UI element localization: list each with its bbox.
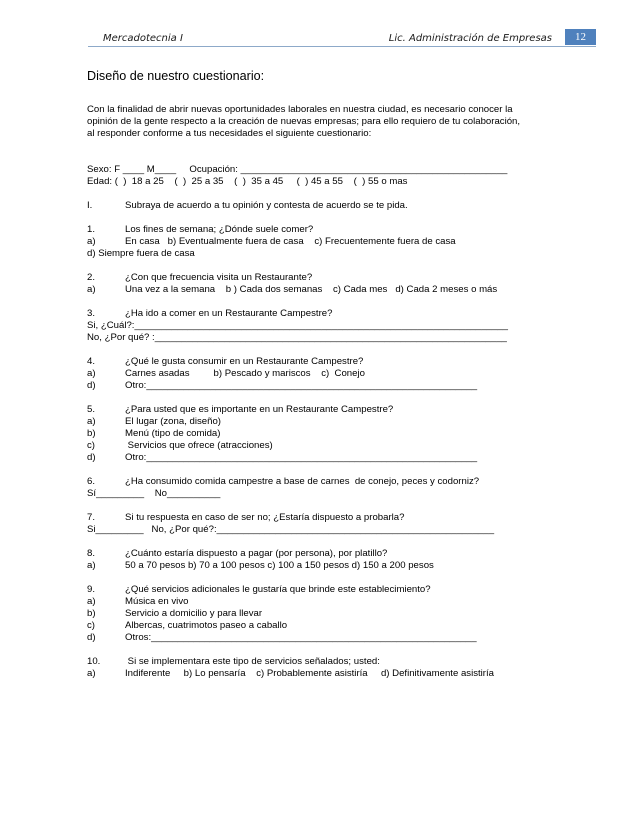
question-line bbox=[87, 656, 567, 668]
question-line bbox=[87, 272, 567, 284]
page-header bbox=[0, 0, 638, 46]
item-text: Si tu respuesta en caso de ser no; ¿Estaría dispuesto a probarla? bbox=[125, 512, 405, 523]
item-marker: 9. bbox=[87, 584, 96, 595]
question-line bbox=[87, 512, 567, 524]
spacer bbox=[87, 536, 567, 548]
answer-line bbox=[87, 236, 567, 248]
answer-line bbox=[87, 320, 567, 332]
item-marker: 8. bbox=[87, 548, 96, 559]
question-line bbox=[87, 548, 567, 560]
answer-line bbox=[87, 488, 567, 500]
spacer bbox=[87, 212, 567, 224]
item-marker: a) bbox=[87, 416, 96, 427]
item-marker: b) bbox=[87, 608, 96, 619]
spacer bbox=[87, 392, 567, 404]
demographics-block bbox=[87, 164, 567, 188]
question-line bbox=[87, 584, 567, 596]
spacer bbox=[87, 140, 567, 152]
question-block bbox=[87, 584, 567, 644]
item-text: ¿Ha ido a comer en un Restaurante Campestre? bbox=[125, 308, 333, 319]
item-text: El lugar (zona, diseño) bbox=[125, 416, 221, 427]
item-marker: a) bbox=[87, 236, 96, 247]
answer-line bbox=[87, 452, 567, 464]
question-line bbox=[87, 356, 567, 368]
answer-line bbox=[87, 284, 567, 296]
question-block bbox=[87, 356, 567, 392]
question-block bbox=[87, 224, 567, 260]
question-block bbox=[87, 512, 567, 536]
item-text: Menú (tipo de comida) bbox=[125, 428, 221, 439]
header-course: Mercadotecnia I bbox=[103, 33, 183, 44]
item-text: ¿Ha consumido comida campestre a base de carnes de conejo, peces y codorniz? bbox=[125, 476, 480, 487]
spacer bbox=[87, 260, 567, 272]
spacer bbox=[87, 644, 567, 656]
item-text: Otro:______________________________________________________________ bbox=[125, 380, 478, 391]
page-title: Diseño de nuestro cuestionario: bbox=[87, 69, 265, 83]
answer-line bbox=[87, 620, 567, 632]
spacer bbox=[87, 344, 567, 356]
item-marker: a) bbox=[87, 560, 96, 571]
spacer bbox=[87, 500, 567, 512]
item-marker: a) bbox=[87, 596, 96, 607]
item-text: No, ¿Por qué? :__________________________________________________________________ bbox=[87, 332, 507, 343]
item-text: ¿Para usted que es importante en un Restaurante Campestre? bbox=[125, 404, 394, 415]
question-line bbox=[87, 308, 567, 320]
answer-line bbox=[87, 248, 567, 260]
age-line: Edad: ( ) 18 a 25 ( ) 25 a 35 ( ) 35 a 45 ( ) 45 a 55 ( ) 55 o mas bbox=[87, 176, 408, 187]
spacer bbox=[87, 464, 567, 476]
item-text: 50 a 70 pesos b) 70 a 100 pesos c) 100 a 150 pesos d) 150 a 200 pesos bbox=[125, 560, 434, 571]
answer-line bbox=[87, 380, 567, 392]
answer-line bbox=[87, 668, 567, 680]
item-text: ¿Cuánto estaría dispuesto a pagar (por persona), por platillo? bbox=[125, 548, 388, 559]
section-text: Subraya de acuerdo a tu opinión y contesta de acuerdo se te pida. bbox=[125, 200, 408, 211]
item-marker: 4. bbox=[87, 356, 96, 367]
item-text: Indiferente b) Lo pensaría c) Probablemente asistiría d) Definitivamente asistiría bbox=[125, 668, 494, 679]
item-marker: d) bbox=[87, 380, 96, 391]
item-marker: c) bbox=[87, 620, 95, 631]
item-text: Música en vivo bbox=[125, 596, 189, 607]
sex-occupation-line: Sexo: F ____ M____ Ocupación: __________________________________________________ bbox=[87, 164, 508, 175]
item-marker: 2. bbox=[87, 272, 96, 283]
question-line bbox=[87, 476, 567, 488]
item-marker: d) bbox=[87, 632, 96, 643]
item-marker: 7. bbox=[87, 512, 96, 523]
item-marker: a) bbox=[87, 368, 96, 379]
item-text: Los fines de semana; ¿Dónde suele comer? bbox=[125, 224, 314, 235]
item-text: d) Siempre fuera de casa bbox=[87, 248, 195, 259]
item-marker: d) bbox=[87, 452, 96, 463]
header-rule bbox=[88, 46, 596, 47]
item-text: Una vez a la semana b ) Cada dos semanas c) Cada mes d) Cada 2 meses o más bbox=[125, 284, 498, 295]
spacer bbox=[87, 296, 567, 308]
spacer bbox=[87, 188, 567, 200]
item-marker: 5. bbox=[87, 404, 96, 415]
item-marker: 1. bbox=[87, 224, 96, 235]
answer-line bbox=[87, 608, 567, 620]
item-text: Albercas, cuatrimotos paseo a caballo bbox=[125, 620, 288, 631]
item-marker: a) bbox=[87, 284, 96, 295]
item-marker: 10. bbox=[87, 656, 101, 667]
item-text: En casa b) Eventualmente fuera de casa c) Frecuentemente fuera de casa bbox=[125, 236, 456, 247]
item-text: Otros:_____________________________________________________________ bbox=[125, 632, 477, 643]
document-body bbox=[87, 60, 567, 680]
item-text: ¿Con que frecuencia visita un Restaurante? bbox=[125, 272, 313, 283]
intro-line: Con la finalidad de abrir nuevas oportunidades laborales en nuestra ciudad, es necesario conocer la bbox=[87, 104, 513, 115]
question-line bbox=[87, 404, 567, 416]
question-block bbox=[87, 404, 567, 464]
item-marker: 6. bbox=[87, 476, 96, 487]
answer-line bbox=[87, 596, 567, 608]
answer-line bbox=[87, 560, 567, 572]
section-number: I. bbox=[87, 200, 93, 211]
item-text: ¿Qué le gusta consumir en un Restaurante Campestre? bbox=[125, 356, 364, 367]
item-marker: 3. bbox=[87, 308, 96, 319]
question-block bbox=[87, 548, 567, 572]
question-list bbox=[87, 212, 567, 680]
answer-line bbox=[87, 428, 567, 440]
item-text: Carnes asadas b) Pescado y mariscos c) Conejo bbox=[125, 368, 365, 379]
item-text: Otro:______________________________________________________________ bbox=[125, 452, 478, 463]
question-block bbox=[87, 476, 567, 500]
answer-line bbox=[87, 440, 567, 452]
question-block bbox=[87, 656, 567, 680]
item-marker: a) bbox=[87, 668, 96, 679]
header-program: Lic. Administración de Empresas bbox=[388, 33, 552, 44]
item-text: Si, ¿Cuál?:______________________________________________________________________ bbox=[87, 320, 508, 331]
item-marker: c) bbox=[87, 440, 95, 451]
answer-line bbox=[87, 632, 567, 644]
answer-line bbox=[87, 416, 567, 428]
item-marker: b) bbox=[87, 428, 96, 439]
section-instruction bbox=[87, 200, 567, 212]
page-number-badge: 12 bbox=[565, 29, 596, 45]
intro-line: al responder conforme a tus necesidades el siguiente cuestionario: bbox=[87, 128, 372, 139]
question-block bbox=[87, 272, 567, 296]
answer-line bbox=[87, 332, 567, 344]
spacer bbox=[87, 572, 567, 584]
item-text: Servicios que ofrece (atracciones) bbox=[125, 440, 273, 451]
item-text: Sí_________ No__________ bbox=[87, 488, 221, 499]
spacer bbox=[87, 152, 567, 164]
question-block bbox=[87, 308, 567, 344]
answer-line bbox=[87, 524, 567, 536]
intro-paragraph bbox=[87, 104, 567, 140]
item-text: Si_________ No, ¿Por qué?:____________________________________________________ bbox=[87, 524, 495, 535]
question-line bbox=[87, 224, 567, 236]
intro-line: opinión de la gente respecto a la creación de nuevas empresas; para ello requiero de tu colaboración, bbox=[87, 116, 521, 127]
answer-line bbox=[87, 368, 567, 380]
item-text: ¿Qué servicios adicionales le gustaría que brinde este establecimiento? bbox=[125, 584, 431, 595]
item-text: Si se implementara este tipo de servicios señalados; usted: bbox=[125, 656, 380, 667]
item-text: Servicio a domicilio y para llevar bbox=[125, 608, 263, 619]
